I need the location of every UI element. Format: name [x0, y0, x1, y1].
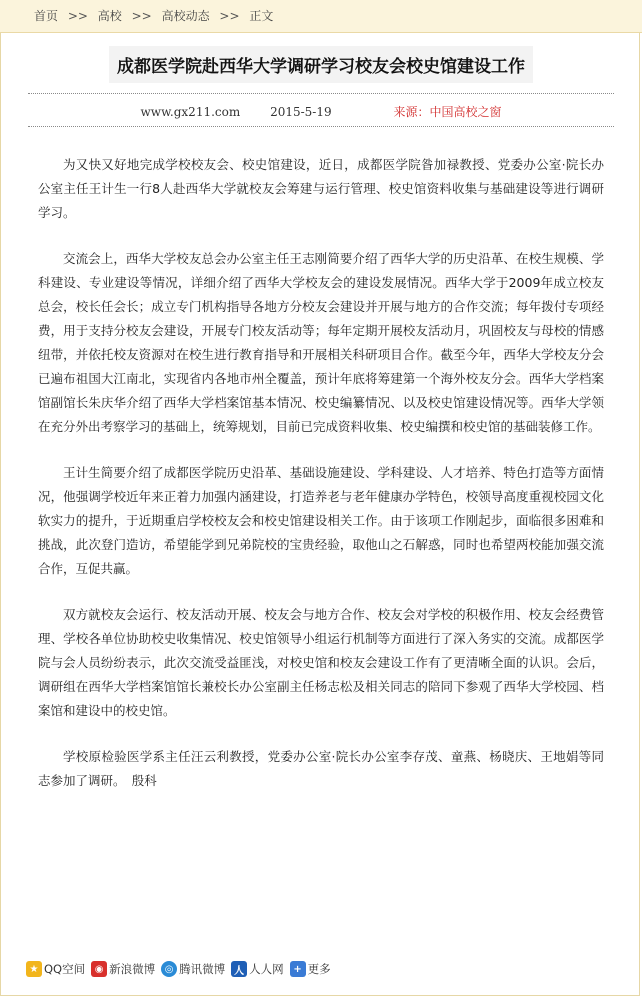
breadcrumb-separator: >> — [219, 9, 240, 23]
share-qq-label: QQ空间 — [44, 962, 86, 976]
tencent-weibo-icon: ◎ — [161, 961, 177, 977]
breadcrumb-separator: >> — [131, 9, 152, 23]
share-bar — [26, 961, 337, 977]
divider-bottom — [28, 126, 614, 127]
article-paragraph: 双方就校友会运行、校友活动开展、校友会与地方合作、校友会对学校的积极作用、校友会经费管理、学校各单位协助校史收集情况、校史馆领导小组运行机制等方面进行了深入务实的交流。成都医学院与会人员纷纷表示，此次交流受益匪浅，对校史馆和校友会建设工作有了更清晰全面的认识。会后，调研组在西华大学档案馆馆长兼校长办公室副主任杨志松及相关同志的陪同下参观了西华大学校园、档案馆和建设中的校史馆。 — [38, 607, 604, 718]
article-source: 来源：中国高校之窗 — [393, 105, 502, 119]
article-date: 2015-5-19 — [270, 105, 332, 119]
share-sina-label: 新浪微博 — [109, 962, 156, 976]
share-tencent-label: 腾讯微博 — [179, 962, 226, 976]
share-more-button[interactable] — [290, 961, 331, 977]
qzone-icon: ★ — [26, 961, 42, 977]
share-renren-label: 人人网 — [249, 962, 284, 976]
breadcrumb-level2-link[interactable]: 高校动态 — [161, 9, 210, 23]
article-paragraph: 交流会上，西华大学校友总会办公室主任王志刚简要介绍了西华大学的历史沿革、在校生规模、学科建设、专业建设等情况，详细介绍了西华大学校友会的建设发展情况。西华大学于2009年成立校友总会，校长任会长；成立专门机构指导各地方分校友会建设并开展与地方的合作交流；每年拨付专项经费，用于支持分校友会建设，开展专门校友活动等；每年定期开展校友活动月，巩固校友与母校的情感纽带，并依托校友资源对在校生进行教育指导和开展相关科研项目合作。截至今年，西华大学校友分会已遍布祖国大江南北，实现省内各地市州全覆盖，预计年底将筹建第一个海外校友分会。西华大学档案馆副馆长朱庆华介绍了西华大学档案馆基本情况、校史编纂情况、以及校史馆建设情况等。西华大学领在充分外出考察学习的基础上，统筹规划，目前已完成资料收集、校史编撰和校史馆的基础装修工作。 — [38, 251, 604, 434]
article-body — [38, 153, 604, 815]
breadcrumb-level1-link[interactable]: 高校 — [97, 9, 122, 23]
renren-icon: 人 — [231, 961, 247, 977]
article-title: 成都医学院赴西华大学调研学习校友会校史馆建设工作 — [109, 46, 533, 83]
weibo-icon: ◉ — [91, 961, 107, 977]
breadcrumb — [0, 0, 642, 33]
article-paragraph: 王计生简要介绍了成都医学院历史沿革、基础设施建设、学科建设、人才培养、特色打造等方面情况，他强调学校近年来正着力加强内涵建设，打造养老与老年健康办学特色，校领导高度重视校园文化软实力的提升，于近期重启学校校友会和校史馆建设相关工作。由于该项工作刚起步，面临很多困难和挑战，此次登门造访，希望能学到兄弟院校的宝贵经验，取他山之石解惑，同时也希望两校能加强交流合作，互促共赢。 — [38, 465, 604, 576]
article-site: www.gx211.com — [140, 105, 241, 119]
article-paragraph: 为又快又好地完成学校校友会、校史馆建设，近日，成都医学院昝加禄教授、党委办公室·院长办公室主任王计生一行8人赴西华大学就校友会筹建与运行管理、校史馆资料收集与基础建设等进行调研学习。 — [38, 157, 604, 220]
divider-top — [28, 93, 614, 94]
title-wrap — [0, 46, 642, 83]
share-tencent-button[interactable] — [161, 961, 225, 977]
share-renren-button[interactable] — [231, 961, 284, 977]
share-more-label: 更多 — [307, 962, 331, 976]
article-meta — [0, 103, 642, 120]
breadcrumb-separator: >> — [67, 9, 88, 23]
breadcrumb-current: 正文 — [249, 9, 274, 23]
breadcrumb-home-link[interactable]: 首页 — [34, 9, 59, 23]
article-paragraph: 学校原检验医学系主任汪云利教授，党委办公室·院长办公室李存茂、童燕、杨晓庆、王地娟等同志参加了调研。 殷科 — [38, 749, 604, 788]
share-sina-button[interactable] — [91, 961, 155, 977]
plus-icon: + — [290, 961, 306, 977]
share-qq-button[interactable] — [26, 961, 85, 977]
